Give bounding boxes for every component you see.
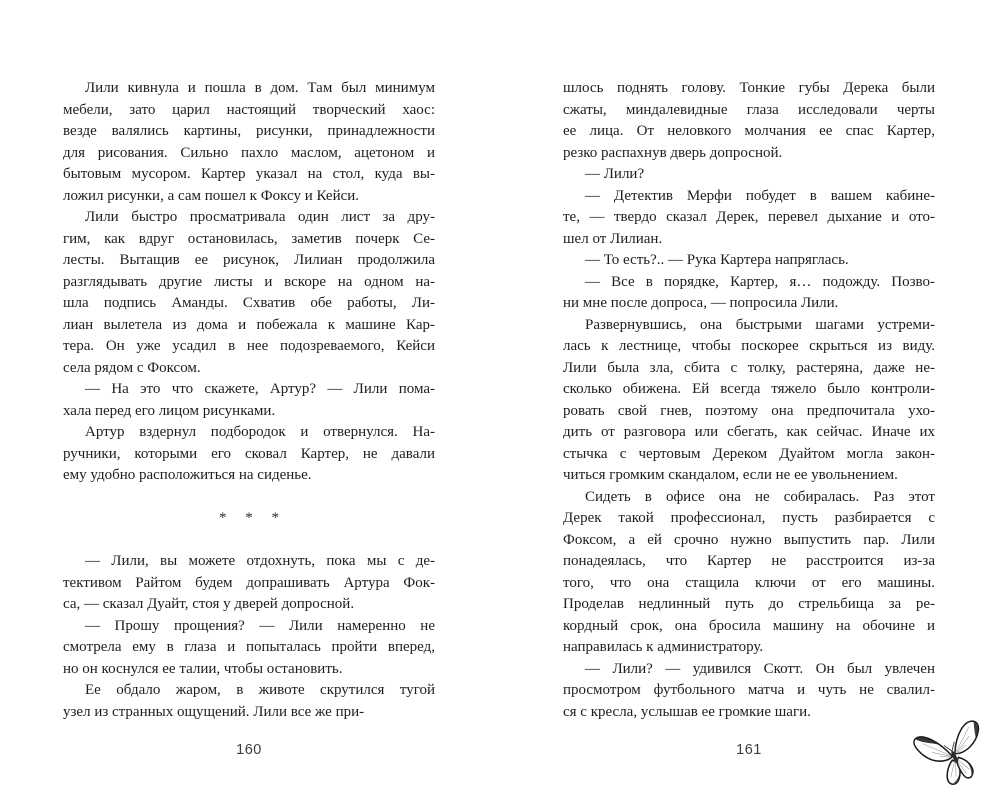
text-line: лиан вылетела из дома и побежала к машине Кар-: [63, 316, 435, 333]
text-line: ни мне после допроса, — попросила Лили.: [563, 295, 839, 311]
text-line: — На это что скажете, Артур? — Лили пома-: [85, 381, 435, 397]
text-line: са, — сказал Дуайт, стоя у дверей допросной.: [63, 596, 355, 612]
section-separator: * * *: [219, 510, 279, 526]
right-page-number: 161: [736, 742, 762, 758]
text-line: Развернувшись, она быстрыми шагами устреми-: [585, 316, 935, 333]
text-line: ложил рисунки, а сам пошел к Фоксу и Кейси.: [63, 187, 360, 204]
text-line: те, — твердо сказал Дерек, перевел дыхание и ото-: [563, 209, 935, 225]
text-line: — То есть?.. — Рука Картера напряглась.: [585, 252, 849, 268]
text-line: — Лили, вы можете отдохнуть, пока мы с де-: [85, 553, 435, 569]
text-line: хала перед его лицом рисунками.: [63, 402, 276, 419]
text-line: Фоксом, а ей срочно нужно выпустить пар. Лили: [563, 531, 935, 548]
text-line: села рядом с Фоксом.: [63, 359, 201, 376]
text-line: ее лица. От неловкого молчания ее спас Картер,: [563, 123, 935, 139]
text-line: гим, как вдруг остановилась, заметив почерк Се-: [63, 230, 435, 247]
text-line: везде валялись картины, рисунки, принадлежности: [63, 123, 435, 139]
text-line: ручники, которыми его сковал Картер, не давали: [63, 445, 435, 462]
text-line: узел из странных ощущений. Лили все же при-: [63, 703, 365, 720]
text-line: ровать свой гнев, поэтому она предпочитала ухо-: [563, 402, 935, 419]
text-line: — Детектив Мерфи побудет в вашем кабине-: [585, 187, 935, 204]
text-line: дить от разговора или сбегать, как сейчас. Иначе их: [563, 424, 935, 440]
text-line: стычка с чертовым Дереком Дуайтом могла закон-: [563, 445, 935, 462]
right-page-text: [563, 78, 935, 723]
left-page-text: [63, 78, 435, 723]
text-line: шлось поднять голову. Тонкие губы Дерека были: [563, 80, 935, 96]
text-line: мебели, зато царил настоящий творческий хаос:: [63, 101, 435, 118]
text-line: — Лили?: [585, 166, 645, 182]
text-line: — Все в порядке, Картер, я… подожду. Позво-: [585, 273, 935, 290]
text-line: Артур вздернул подбородок и отвернулся. На-: [85, 424, 435, 440]
butterfly-illustration: [912, 712, 996, 796]
text-line: сколько обижена. Ей всегда тяжело было контроли-: [563, 381, 935, 397]
text-line: Ее обдало жаром, в животе скрутился тугой: [85, 682, 435, 698]
text-line: понадеялась, что Картер не расстроится из-за: [563, 553, 935, 569]
text-line: шел от Лилиан.: [563, 230, 663, 247]
text-line: лесты. Вытащив ее рисунок, Лилиан продолжила: [63, 252, 435, 268]
text-line: читься громким скандалом, если не ее увольнением.: [563, 467, 898, 483]
text-line: Лили быстро просматривала один лист за дру-: [85, 209, 435, 225]
text-line: ему удобно расположиться на сиденье.: [63, 467, 312, 483]
text-line: тективом Райтом будем допрашивать Артура Фок-: [63, 574, 435, 591]
text-line: тера. Он уже усадил в нее подозреваемого, Кейси: [63, 338, 435, 354]
text-line: сжаты, миндалевидные глаза исследовали черты: [563, 101, 935, 118]
text-line: бытовым мусором. Картер указал на стол, куда вы-: [63, 166, 435, 182]
text-line: ся с кресла, услышав ее громкие шаги.: [563, 703, 811, 720]
text-line: шла подпись Аманды. Схватив обе работы, Ли-: [63, 295, 435, 311]
text-line: Лили была зла, сбита с толку, растеряна, даже не-: [563, 359, 935, 376]
text-line: для рисования. Сильно пахло маслом, ацетоном и: [63, 144, 435, 161]
text-line: — Прошу прощения? — Лили намеренно не: [85, 617, 435, 634]
text-line: Сидеть в офисе она не собиралась. Раз этот: [585, 488, 935, 505]
text-line: Дерек такой профессионал, пусть разбирается с: [563, 510, 935, 526]
text-line: того, что она стащила ключи от его машины.: [563, 574, 935, 591]
text-line: Лили кивнула и пошла в дом. Там был минимум: [85, 80, 435, 96]
text-line: лась к лестнице, чтобы поскорее скрыться из виду.: [563, 338, 935, 354]
left-page-number: 160: [236, 742, 262, 758]
text-line: резко распахнув дверь допросной.: [563, 144, 783, 161]
text-line: но он коснулся ее талии, чтобы остановить.: [63, 660, 343, 677]
text-line: направилась к администратору.: [563, 639, 764, 655]
text-line: смотрела ему в глаза и попыталась пройти вперед,: [63, 639, 435, 655]
text-line: — Лили? — удивился Скотт. Он был увлечен: [585, 660, 935, 677]
text-line: разглядывать другие листы и вскоре на одном на-: [63, 273, 435, 290]
text-line: Проделав недлинный путь до стрельбища за ре-: [563, 596, 935, 612]
text-line: просмотром футбольного матча и чуть не свалил-: [563, 682, 935, 698]
text-line: кордный срок, она бросила машину на обочине и: [563, 617, 935, 634]
